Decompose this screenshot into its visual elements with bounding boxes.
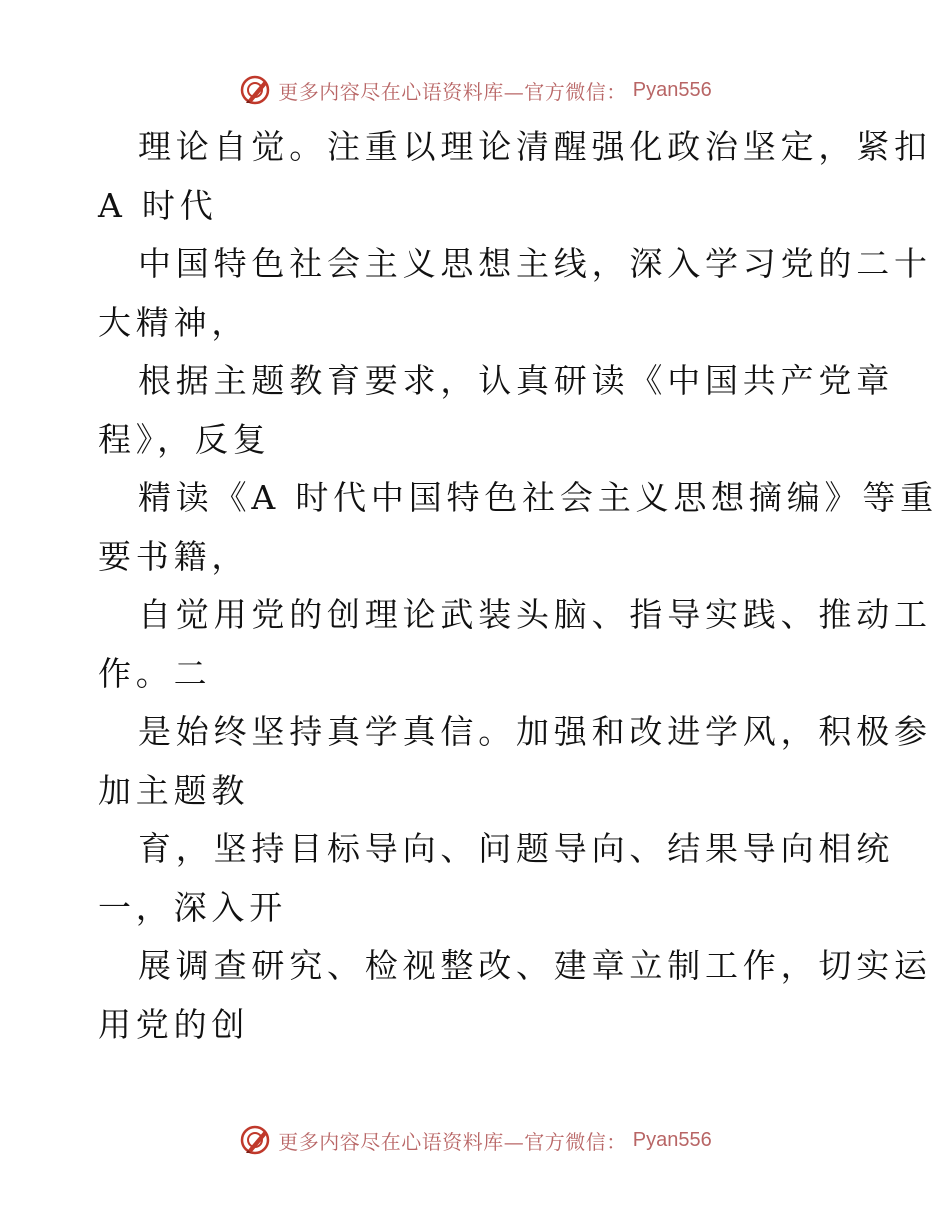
paragraph (98, 118, 932, 235)
paragraph-line: 中国特色社会主义思想主线，深入学习党的二十 (138, 244, 932, 283)
paragraph (98, 235, 932, 352)
watermark-text: 更多内容尽在心语资料库—官方微信： (278, 1129, 627, 1154)
paragraph-line-wrap: 要书籍， (98, 536, 250, 576)
paragraph (98, 820, 894, 937)
paragraph (98, 937, 932, 1054)
paragraph-line-wrap: A 时代 (98, 185, 218, 225)
paragraph (98, 586, 932, 703)
paragraph-line: 育，坚持目标导向、问题导向、结果导向相统 (138, 829, 894, 868)
paragraph (98, 352, 894, 469)
footer-watermark (0, 1120, 950, 1160)
watermark-handle: Pyan556 (632, 1128, 712, 1151)
paragraph-line-wrap: 用党的创 (98, 1004, 250, 1044)
pen-logo-icon (238, 73, 272, 107)
paragraph (98, 703, 932, 820)
paragraph-line-wrap: 加主题教 (98, 770, 250, 810)
document-body (98, 118, 938, 1054)
paragraph-line-wrap: 大精神， (98, 302, 250, 342)
paragraph-line: 是始终坚持真学真信。加强和改进学风，积极参 (138, 712, 932, 751)
paragraph (98, 469, 938, 586)
paragraph-line: 精读《A 时代中国特色社会主义思想摘编》等重 (138, 478, 938, 517)
paragraph-line-wrap: 程》，反复 (98, 419, 271, 459)
paragraph-line: 理论自觉。注重以理论清醒强化政治坚定，紧扣 (138, 127, 932, 166)
paragraph-line: 展调查研究、检视整改、建章立制工作，切实运 (138, 946, 932, 985)
paragraph-line-wrap: 一，深入开 (98, 887, 287, 927)
header-watermark (0, 70, 950, 110)
paragraph-line: 自觉用党的创理论武装头脑、指导实践、推动工 (138, 595, 932, 634)
paragraph-line-wrap: 作。二 (98, 653, 212, 693)
paragraph-line: 根据主题教育要求，认真研读《中国共产党章 (138, 361, 894, 400)
watermark-handle: Pyan556 (632, 78, 712, 101)
pen-logo-icon (238, 1123, 272, 1157)
watermark-text: 更多内容尽在心语资料库—官方微信： (278, 79, 627, 104)
